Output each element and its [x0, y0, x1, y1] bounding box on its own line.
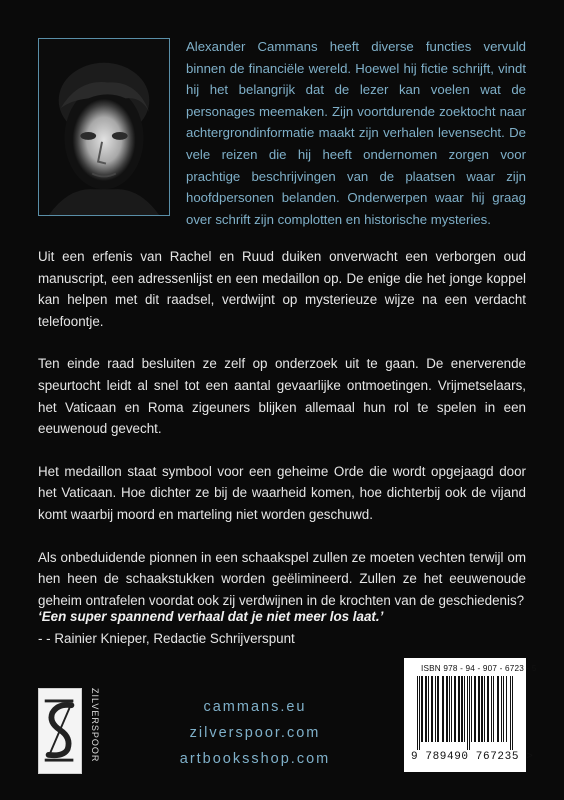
- blurb-paragraph: Het medaillon staat symbool voor een geheime Orde die wordt opgejaagd door het Vaticaan. Hoe dichter ze bij de waarheid komen, hoe dichterbij ook de vijand komt waarbij moord en marteling niet worden geschuwd.: [38, 463, 526, 522]
- website-links: [150, 694, 360, 772]
- link-cammans[interactable]: cammans.eu: [203, 699, 307, 715]
- quote-attribution: - - Rainier Knieper, Redactie Schrijverspunt: [38, 630, 295, 646]
- isbn-barcode: [404, 658, 537, 772]
- blurb-paragraph: Als onbeduidende pionnen in een schaakspel zullen ze moeten vechten terwijl om hen heen de schaakstukken worden geëlimineerd. Zullen ze het eeuwenoude geheim ontrafelen voordat ook zij verdwijnen in de krochten van de geschiedenis?: [38, 549, 526, 608]
- link-zilverspoor[interactable]: zilverspoor.com: [189, 725, 321, 741]
- author-bio: Alexander Cammans heeft diverse functies vervuld binnen de financiële wereld. Hoewel hij fictie schrijft, vindt hij het belangrijk dat de lezer kan voelen wat de personages meemaken. Zijn voortdurende zoektocht naar achtergrondinformatie maakt zijn verhalen levensecht. De vele reizen die hij heeft ondernomen zorgen voor prachtige beschrijvingen van de plaatsen waar zijn hoofdpersonen belanden. Onderwerpen waar hij graag over schrift zijn complotten en historische mysteries.: [186, 39, 526, 227]
- quote-text: ‘Een super spannend verhaal dat je niet meer los laat.’: [38, 609, 384, 624]
- blurb: [38, 246, 526, 632]
- publisher-logo-mark: [39, 689, 81, 773]
- barcode-digits: 9 789490 767235 >: [411, 751, 534, 763]
- barcode-bars: [411, 676, 519, 750]
- publisher-name-vertical: ZILVERSPOOR: [90, 688, 100, 763]
- blurb-paragraph: Ten einde raad besluiten ze zelf op onderzoek uit te gaan. De enerverende speurtocht leidt al snel tot een aantal gevaarlijke ontmoetingen. Vrijmetselaars, het Vaticaan en Roma zigeuners blijken allemaal hun rol te spelen in een eeuwenoud gevecht.: [38, 356, 526, 437]
- author-photo: [38, 38, 170, 216]
- blurb-paragraph: Uit een erfenis van Rachel en Ruud duiken onverwacht een verborgen oud manuscript, een adressenlijst en een medaillon op. De enige die het jonge koppel kan helpen met dit raadsel, verdwijnt op mysterieuze wijze na een verdacht telefoontje.: [38, 249, 526, 329]
- isbn-label: ISBN 978 - 94 - 907 - 6723 - 5: [421, 664, 537, 673]
- zilverspoor-logo-icon: [38, 688, 82, 774]
- author-portrait-image: [39, 39, 169, 215]
- link-artbooksshop[interactable]: artbooksshop.com: [179, 751, 331, 767]
- review-quote: [38, 606, 526, 649]
